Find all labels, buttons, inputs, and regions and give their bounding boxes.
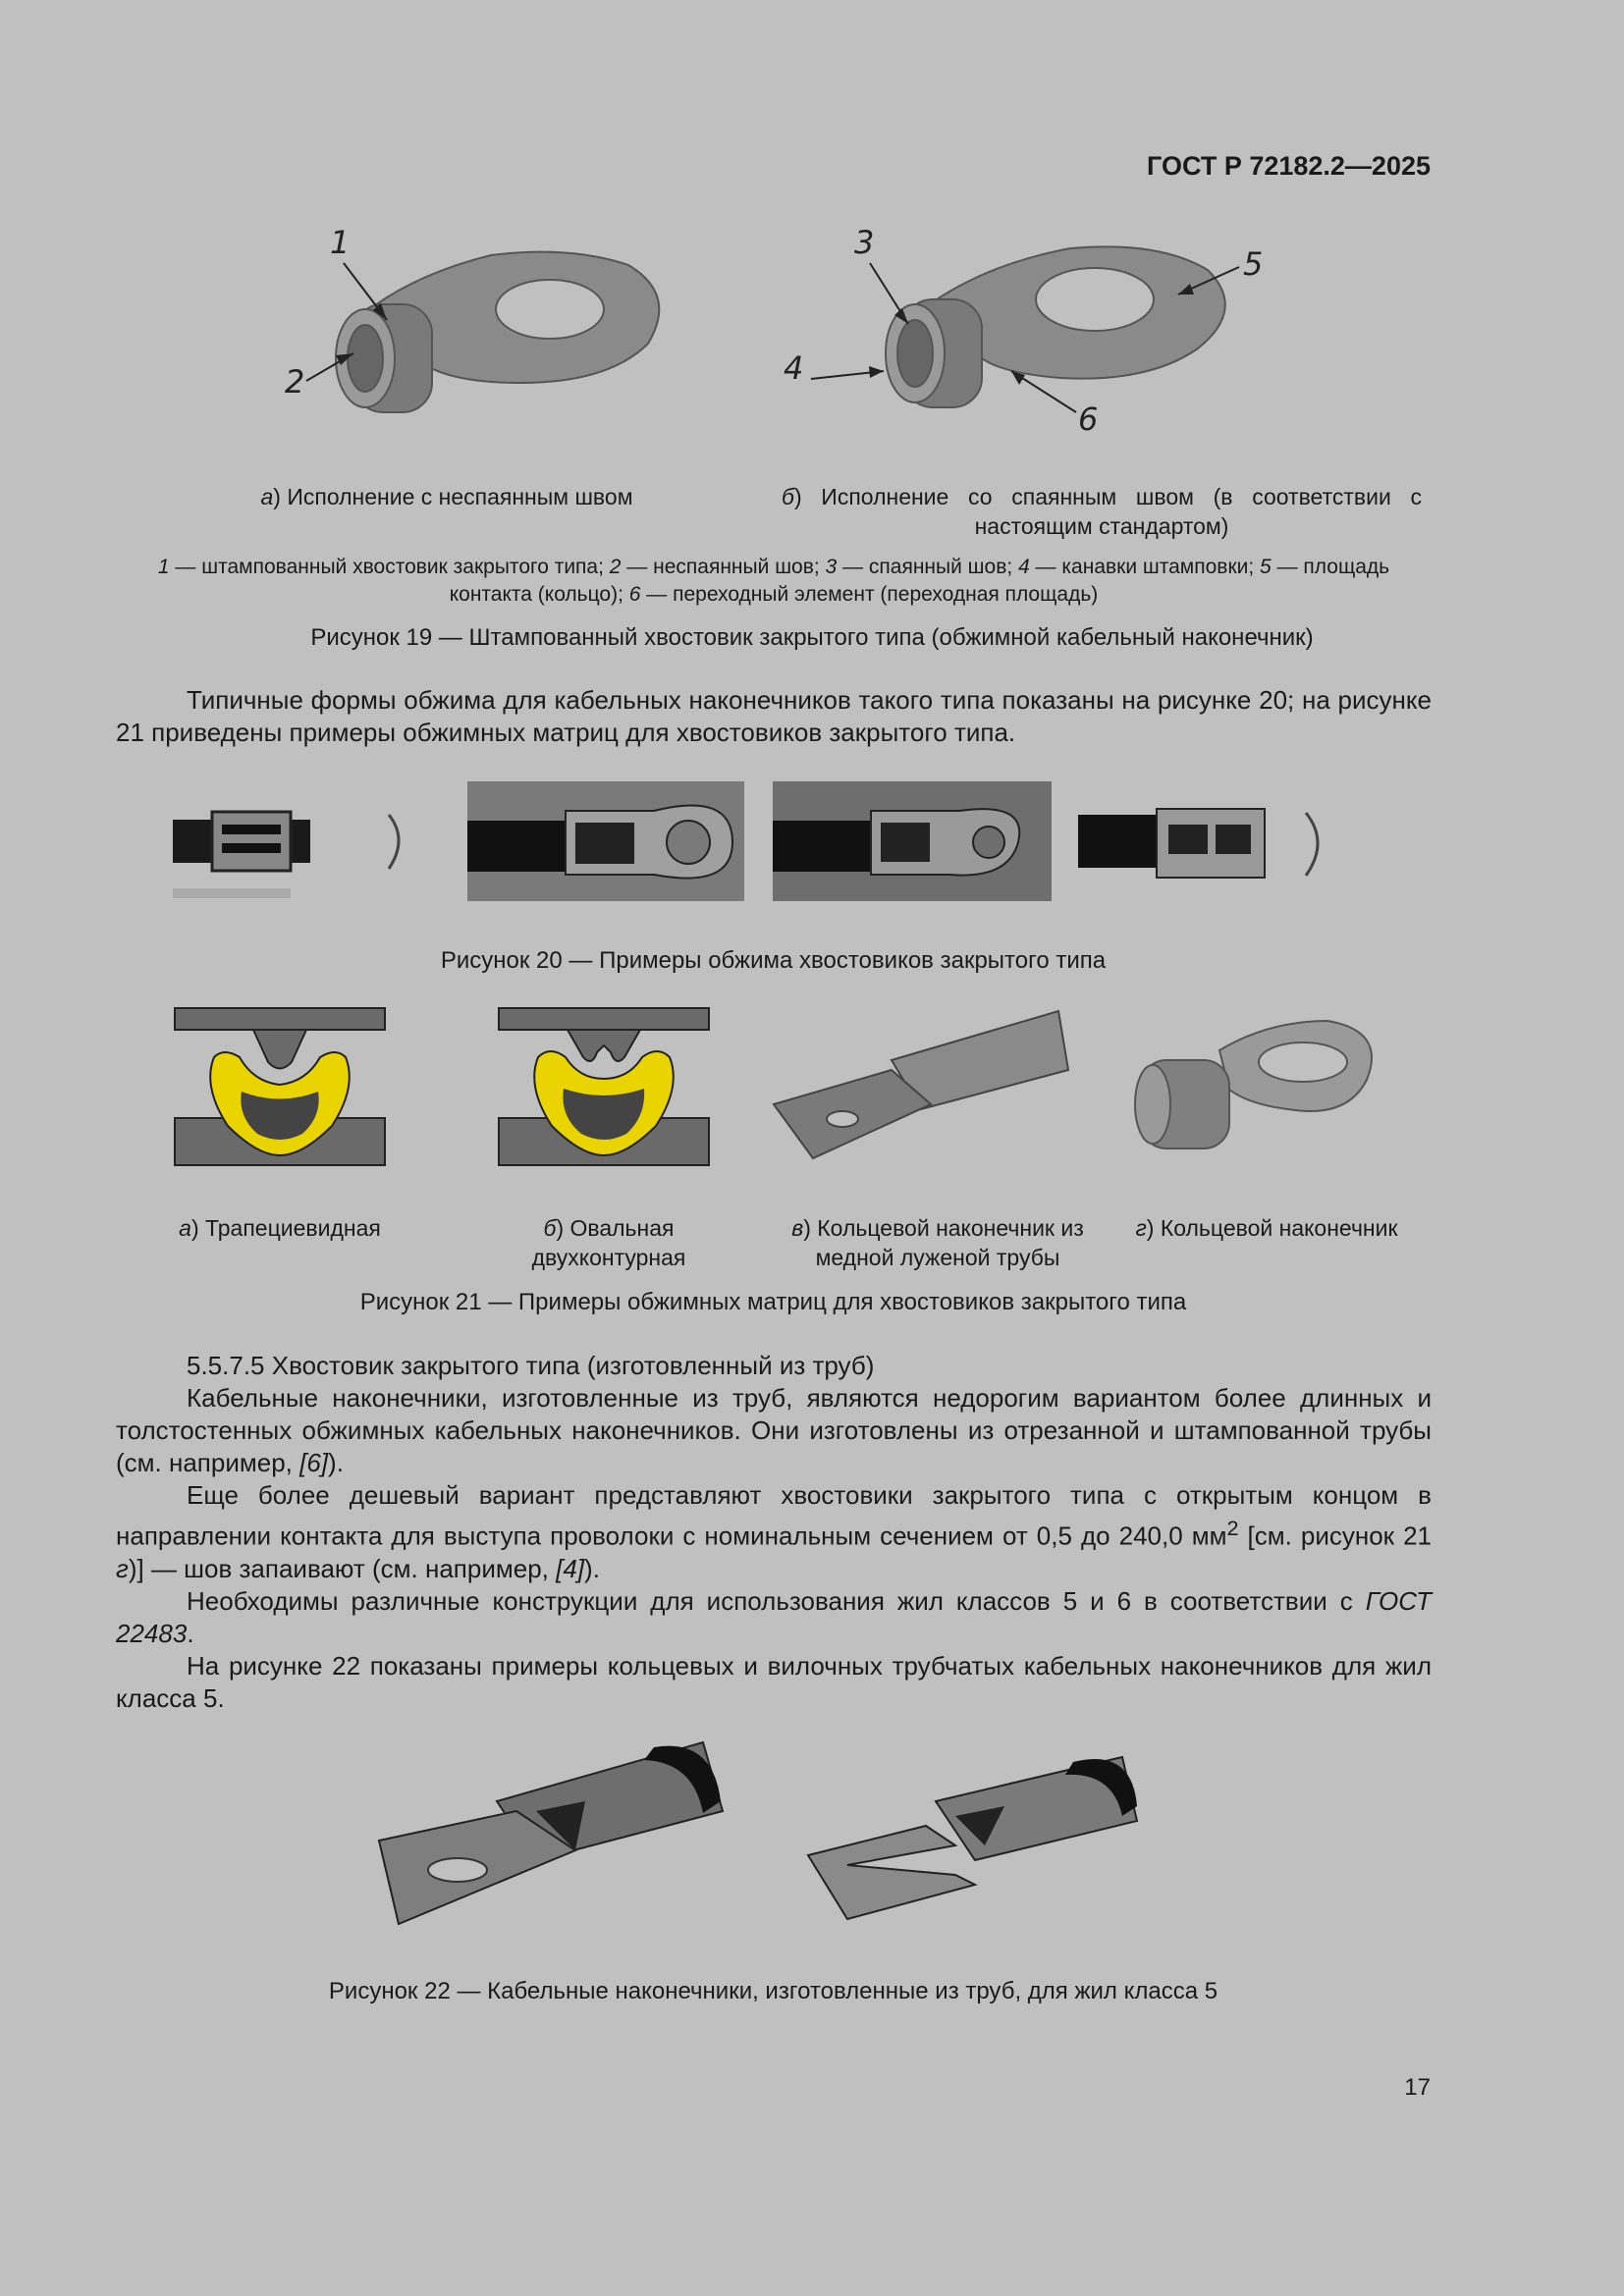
callout-4: 4 [784, 349, 804, 387]
callout-1: 1 [330, 224, 351, 261]
paragraph-1: Кабельные наконечники, изготовленные из труб, являются недорогим вариантом более длинных и толстостенных обжимных кабельных наконечников. Они изготовлены из отрезанной и штампованной трубы (см. например, [6]). [116, 1383, 1432, 1477]
figure-22-title: Рисунок 22 — Кабельные наконечники, изготовленные из труб, для жил класса 5 [328, 1978, 1218, 2004]
paragraph-2: Еще более дешевый вариант представляют хвостовики закрытого типа с открытым концом в направлении контакта для выступа проволоки с номинальным сечением от 0,5 до 240,0 $мм^2$ [см. рисунок 21 г)] — шов запаивают (см. например, [4]). [116, 1480, 1432, 1583]
intro-paragraph: Типичные формы обжима для кабельных наконечников такого типа показаны на рисунке 20; на рисунке 21 приведены примеры обжимных матриц для хвостовиков закрытого типа. [116, 685, 1432, 747]
figure-20-image-4 [1078, 803, 1333, 891]
paragraph-4: На рисунке 22 показаны примеры кольцевых и вилочных трубчатых кабельных наконечников для жил класса 5. [116, 1650, 1432, 1713]
figure-21-copper-tube-lug [774, 1011, 1078, 1168]
figure-21-caption-a: а) Трапециевидная [179, 1215, 381, 1241]
figure-19-caption-a: а) Исполнение с неспаянным швом [260, 484, 633, 509]
section-heading: 5.5.7.5 Хвостовик закрытого типа (изготовленный из труб) [187, 1351, 875, 1380]
figure-21-caption-d: г) Кольцевой наконечник [1135, 1215, 1398, 1241]
section-5-5-7-5 [116, 1350, 1432, 1715]
paragraph-3: Необходимы различные конструкции для использования жил классов 5 и 6 в соответствии с ГОСТ 22483. [116, 1585, 1432, 1648]
figure-21-title: Рисунок 21 — Примеры обжимных матриц для хвостовиков закрытого типа [359, 1289, 1187, 1315]
figure-19-caption-b: б) Исполнение со спаянным швом (в соответствии с настоящим стандартом) [782, 484, 1422, 539]
callout-5: 5 [1243, 245, 1264, 283]
figure-19-legend: 1 — штампованный хвостовик закрытого типа; 2 — неспаянный шов; 3 — спаянный шов; 4 — канавки штамповки; 5 — площадь контакта (кольцо); 6 — переходный элемент (переходная площадь) [157, 556, 1390, 606]
arrows-3-6 [0, 0, 1, 1]
figure-21-ring-lug [1131, 1011, 1386, 1158]
figure-19-image-a [275, 245, 687, 442]
figure-21-caption-c: в) Кольцевой наконечник из медной луженой трубы [791, 1215, 1084, 1270]
figure-20-image-3 [773, 781, 1052, 901]
figure-20-image-1 [173, 800, 408, 908]
figure-22-ring-tube-lug [379, 1742, 725, 1929]
figure-20-title: Рисунок 20 — Примеры обжима хвостовиков закрытого типа [440, 947, 1107, 974]
callout-2: 2 [285, 363, 305, 400]
figure-21-die-trapezoidal [175, 1008, 385, 1165]
figure-21-caption-b: б) Овальная двухконтурная [531, 1215, 686, 1270]
figure-22-fork-tube-lug [808, 1747, 1142, 1924]
document-header: ГОСТ Р 72182.2—2025 [1147, 151, 1431, 181]
figure-21-die-oval [499, 1008, 709, 1165]
figure-20-image-2 [467, 781, 744, 901]
page-number: 17 [1404, 2074, 1431, 2101]
callout-6: 6 [1078, 400, 1099, 438]
callout-3: 3 [854, 224, 875, 261]
figure-19-image-b [844, 240, 1257, 437]
figure-19-title: Рисунок 19 — Штампованный хвостовик закрытого типа (обжимной кабельный наконечник) [310, 624, 1314, 651]
